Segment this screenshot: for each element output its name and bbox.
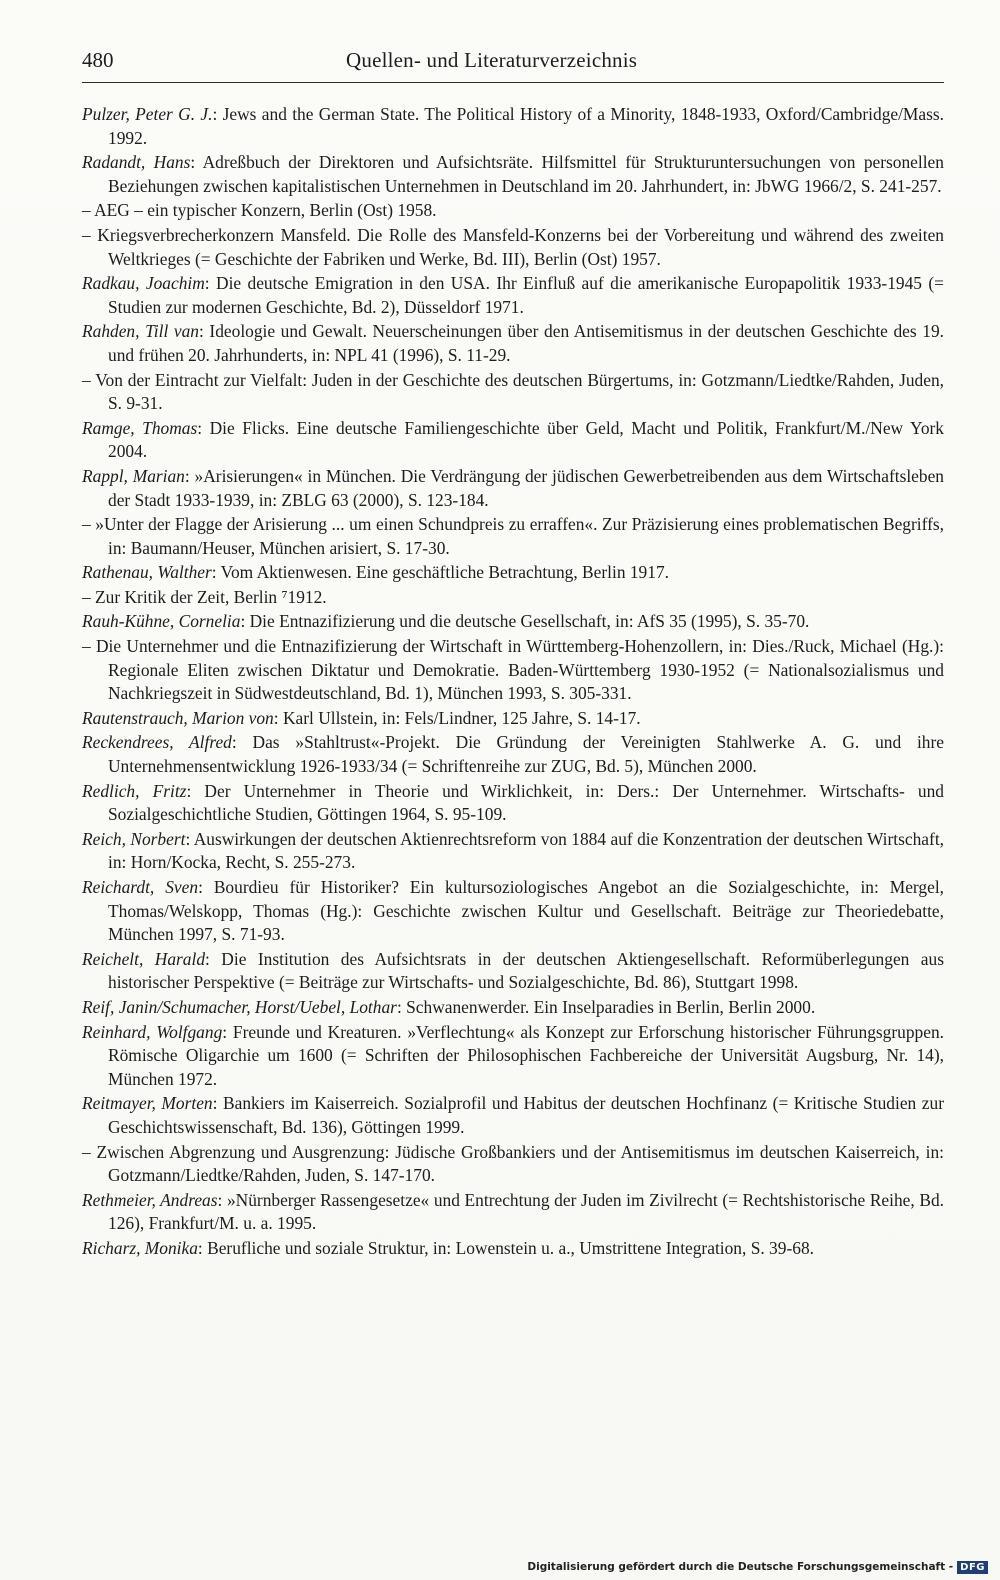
entry-text: : Die Flicks. Eine deutsche Familiengeschichte über Geld, Macht und Politik, Frankfurt/M./New York 2004. <box>108 417 945 462</box>
entry-author: Reichelt, Harald <box>82 948 206 969</box>
entry-author: Rahden, Till van <box>82 321 199 342</box>
entry-author: Pulzer, Peter G. J. <box>82 104 213 124</box>
page-number: 480 <box>82 48 114 72</box>
entry-author: Radkau, Joachim <box>82 273 205 294</box>
dfg-logo: DFG <box>957 1561 988 1574</box>
entry-text: : Vom Aktienwesen. Eine geschäftliche Betrachtung, Berlin 1917. <box>211 562 669 583</box>
entry-text: : Die Entnazifizierung und die deutsche Gesellschaft, in: AfS 35 (1995), S. 35-70. <box>240 611 810 632</box>
entry-text: : »Arisierungen« in München. Die Verdrängung der jüdischen Gewerbetreibenden aus dem Wirtschaftsleben der Stadt 1933-1939, in: ZBLG 63 (2000), S. 123-184. <box>108 465 944 510</box>
bibliography-entry <box>82 876 944 947</box>
bibliography-entry <box>82 417 944 464</box>
bibliography-entry <box>82 996 944 1020</box>
entry-author: Radandt, Hans <box>82 152 191 173</box>
bibliography-entry <box>82 635 944 706</box>
bibliography-entry <box>82 731 944 778</box>
bibliography-entry <box>82 513 944 560</box>
entry-author: Reich, Norbert <box>82 828 186 849</box>
entry-text: : Schwanenwerder. Ein Inselparadies in Berlin, Berlin 2000. <box>396 996 816 1017</box>
entry-text: : Adreßbuch der Direktoren und Aufsichtsräte. Hilfsmittel für Strukturuntersuchungen von personellen Beziehungen zwischen kapitalistischen Unternehmen in Deutschland im 20. Jahrhundert, in: JbWG 1966/2, S. 241-257. <box>108 152 944 196</box>
entry-author: Reinhard, Wolfgang <box>82 1021 223 1042</box>
bibliography-entry <box>82 199 944 223</box>
entry-text: : Ideologie und Gewalt. Neuerscheinungen über den Antisemitismus in der deutschen Geschichte des 19. und frühen 20. Jahrhunderts, in: NPL 41 (1996), S. 11-29. <box>108 321 944 365</box>
running-title: Quellen- und Literaturverzeichnis <box>346 48 638 72</box>
entry-author: Reif, Janin/Schumacher, Horst/Uebel, Lothar <box>82 996 397 1017</box>
entry-author: Reichardt, Sven <box>82 877 199 897</box>
bibliography-entry <box>82 465 944 512</box>
entry-text: : Freunde und Kreaturen. »Verflechtung« als Konzept zur Erforschung historischer Führungsgruppen. Römische Oligarchie um 1600 (= Schriften der Philosophischen Fachbereiche der Universität Augsburg, Nr. 14), München 1972. <box>108 1021 944 1089</box>
entry-text: – AEG – ein typischer Konzern, Berlin (Ost) 1958. <box>82 200 437 221</box>
entry-text: : Bourdieu für Historiker? Ein kultursoziologisches Angebot an die Sozialgeschichte, in: Mergel, Thomas/Welskopp, Thomas (Hg.): Geschichte zwischen Kultur und Gesellschaft. Beiträge zur Theoriedebatte, München 1997, S. 71-93. <box>108 877 944 945</box>
bibliography-entry <box>82 610 944 634</box>
bibliography-entry <box>82 103 944 150</box>
entry-text: – Von der Eintracht zur Vielfalt: Juden in der Geschichte des deutschen Bürgertums, in: Gotzmann/Liedtke/Rahden, Juden, S. 9-31. <box>82 369 944 414</box>
entry-text: : Die Institution des Aufsichtsrats in der deutschen Aktiengesellschaft. Reformüberlegungen aus historischer Perspektive (= Beiträge zur Wirtschafts- und Sozialgeschichte, Bd. 86), Stuttgart 1998. <box>108 948 944 993</box>
footer-text: Digitalisierung gefördert durch die Deutsche Forschungsgemeinschaft - <box>527 1561 954 1573</box>
bibliography-entry <box>82 586 944 610</box>
bibliography-entry <box>82 151 944 198</box>
entry-text: – Die Unternehmer und die Entnazifizierung der Wirtschaft in Württemberg-Hohenzollern, in: Dies./Ruck, Michael (Hg.): Regionale Eliten zwischen Diktatur und Demokratie. Baden-Württemberg 1930-1952 (= Nationalsozialismus und Nachkriegszeit in Südwestdeutschland, Bd. 1), München 1993, S. 305-331. <box>82 636 944 704</box>
digitization-footer <box>527 1558 988 1576</box>
entry-text: : Das »Stahltrust«-Projekt. Die Gründung der Vereinigten Stahlwerke A. G. und ihre Unternehmensentwicklung 1926-1933/34 (= Schriftenreihe zur ZUG, Bd. 5), München 2000. <box>108 732 944 777</box>
entry-text: – »Unter der Flagge der Arisierung ... um einen Schundpreis zu erraffen«. Zur Präzisierung eines problematischen Begriffs, in: Baumann/Heuser, München arisiert, S. 17-30. <box>82 514 944 558</box>
entry-author: Redlich, Fritz <box>82 780 187 801</box>
bibliography-entry <box>82 828 944 875</box>
entry-text: : Der Unternehmer in Theorie und Wirklichkeit, in: Ders.: Der Unternehmer. Wirtschafts- und Sozialgeschichtliche Studien, Göttingen 1964, S. 95-109. <box>108 780 944 825</box>
entry-author: Rappl, Marian <box>82 465 185 486</box>
entry-author: Rauh-Kühne, Cornelia <box>82 611 241 632</box>
bibliography-entry <box>82 1237 944 1261</box>
bibliography-entry <box>82 1189 944 1236</box>
bibliography-entry <box>82 1021 944 1092</box>
entry-author: Rautenstrauch, Marion von <box>82 707 274 728</box>
bibliography-list <box>82 103 944 1262</box>
bibliography-entry <box>82 707 944 731</box>
bibliography-entry <box>82 320 944 367</box>
bibliography-entry <box>82 780 944 827</box>
bibliography-entry <box>82 948 944 995</box>
page-header <box>82 44 944 83</box>
entry-text: : Berufliche und soziale Struktur, in: Lowenstein u. a., Umstrittene Integration, S. 39-68. <box>197 1237 814 1258</box>
entry-author: Richarz, Monika <box>82 1237 198 1258</box>
bibliography-entry <box>82 1141 944 1188</box>
entry-text: – Kriegsverbrecherkonzern Mansfeld. Die Rolle des Mansfeld-Konzerns bei der Vorbereitung und während des zweiten Weltkrieges (= Geschichte der Fabriken und Werke, Bd. III), Berlin (Ost) 1957. <box>82 224 944 269</box>
bibliography-entry <box>82 1092 944 1139</box>
bibliography-entry <box>82 369 944 416</box>
bibliography-entry <box>82 561 944 585</box>
entry-text: : Jews and the German State. The Political History of a Minority, 1848-1933, Oxford/Cambridge/Mass. 1992. <box>108 104 944 148</box>
entry-text: : Bankiers im Kaiserreich. Sozialprofil und Habitus der deutschen Hochfinanz (= Kritische Studien zur Geschichtswissenschaft, Bd. 136), Göttingen 1999. <box>108 1093 944 1137</box>
entry-text: : »Nürnberger Rassengesetze« und Entrechtung der Juden im Zivilrecht (= Rechtshistorische Reihe, Bd. 126), Frankfurt/M. u. a. 1995. <box>108 1189 944 1234</box>
bibliography-entry <box>82 224 944 271</box>
entry-text: : Die deutsche Emigration in den USA. Ihr Einfluß auf die amerikanische Europapolitik 1933-1945 (= Studien zur modernen Geschichte, Bd. 2), Düsseldorf 1971. <box>108 273 944 317</box>
entry-text: : Karl Ullstein, in: Fels/Lindner, 125 Jahre, S. 14-17. <box>273 707 641 728</box>
entry-author: Rethmeier, Andreas <box>82 1189 218 1210</box>
entry-author: Rathenau, Walther <box>82 562 212 583</box>
entry-text: – Zur Kritik der Zeit, Berlin ⁷1912. <box>82 586 327 607</box>
entry-text: : Auswirkungen der deutschen Aktienrechtsreform von 1884 auf die Konzentration der deutschen Wirtschaft, in: Horn/Kocka, Recht, S. 255-273. <box>108 828 944 873</box>
entry-text: – Zwischen Abgrenzung und Ausgrenzung: Jüdische Großbankiers und der Antisemitismus im deutschen Kaiserreich, in: Gotzmann/Liedtke/Rahden, Juden, S. 147-170. <box>82 1141 944 1186</box>
entry-author: Reckendrees, Alfred <box>82 732 232 753</box>
bibliography-entry <box>82 272 944 319</box>
entry-author: Ramge, Thomas <box>82 417 198 438</box>
entry-author: Reitmayer, Morten <box>82 1093 213 1114</box>
